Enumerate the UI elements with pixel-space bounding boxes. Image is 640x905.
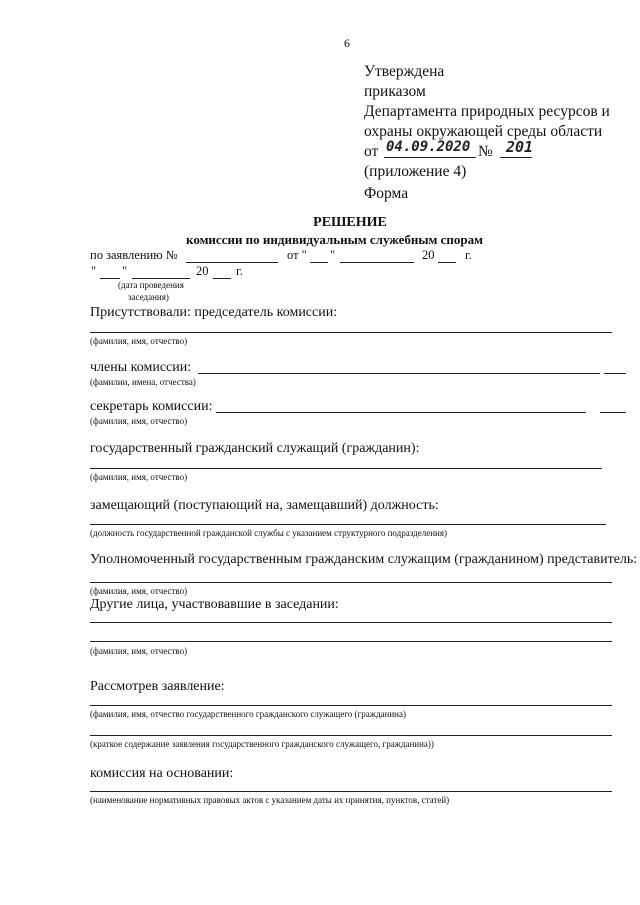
application-month-line[interactable] <box>340 262 414 263</box>
meeting-year-suffix: г. <box>236 264 243 278</box>
reviewed-line-1[interactable] <box>90 705 612 706</box>
approval-number-handwritten: 201 <box>506 138 534 156</box>
others-line-2[interactable] <box>90 641 612 642</box>
reviewed-line-2[interactable] <box>90 735 612 736</box>
meeting-year-line[interactable] <box>213 278 231 279</box>
approval-line-1: Утверждена <box>364 63 445 80</box>
representative-caption: (фамилия, имя, отчество) <box>90 586 188 596</box>
approval-number-label: № <box>478 143 493 160</box>
meeting-date-caption-2: заседания) <box>128 292 169 302</box>
approval-date-handwritten: 04.09.2020 <box>386 139 471 155</box>
secretary-line-extra[interactable] <box>600 412 626 413</box>
approval-number-underline <box>500 157 532 158</box>
meeting-date-caption-1: (дата проведения <box>118 280 184 290</box>
approval-appendix: (приложение 4) <box>364 163 467 180</box>
reviewed-label: Рассмотрев заявление: <box>90 679 225 694</box>
members-line[interactable] <box>198 373 600 374</box>
members-caption: (фамилии, имена, отчества) <box>90 377 196 387</box>
position-line[interactable] <box>90 524 606 525</box>
application-year-line[interactable] <box>438 262 456 263</box>
members-label: члены комиссии: <box>90 360 192 375</box>
secretary-caption: (фамилия, имя, отчество) <box>90 416 188 426</box>
position-caption: (должность государственной гражданской службы с указанием структурного подразделения) <box>90 528 447 538</box>
approval-line-3: Департамента природных ресурсов и <box>364 103 610 120</box>
meeting-year-prefix: 20 <box>196 264 209 278</box>
approval-from-label: от <box>364 143 379 160</box>
basis-caption: (наименование нормативных правовых актов с указанием даты их принятия, пунктов, статей) <box>90 795 450 805</box>
position-label: замещающий (поступающий на, замещавший) должность: <box>90 498 439 513</box>
secretary-label: секретарь комиссии: <box>90 399 213 414</box>
representative-label: Уполномоченный государственным гражданским служащим (гражданином) представитель: <box>90 552 638 567</box>
application-label: по заявлению № <box>90 248 178 262</box>
approval-date-underline <box>384 157 476 158</box>
present-line[interactable] <box>90 332 612 333</box>
application-quote-close: " <box>330 248 336 262</box>
approval-block <box>364 62 610 142</box>
approval-line-2: приказом <box>364 83 426 100</box>
others-label: Другие лица, участвовавшие в заседании: <box>90 597 339 612</box>
meeting-day-line[interactable] <box>100 278 120 279</box>
present-caption: (фамилия, имя, отчество) <box>90 336 188 346</box>
form-label: Форма <box>364 185 409 202</box>
others-line-1[interactable] <box>90 622 612 623</box>
meeting-close-quote: " <box>122 264 128 278</box>
basis-label: комиссия на основании: <box>90 766 234 781</box>
approval-line-4: охраны окружающей среды области <box>364 123 603 140</box>
representative-line[interactable] <box>90 582 612 583</box>
application-year-prefix: 20 <box>422 248 435 262</box>
others-caption: (фамилия, имя, отчество) <box>90 646 188 656</box>
page-number: 6 <box>344 36 350 50</box>
present-label: Присутствовали: председатель комиссии: <box>90 305 338 320</box>
secretary-line[interactable] <box>216 412 586 413</box>
servant-label: государственный гражданский служащий (гражданин): <box>90 441 420 456</box>
meeting-month-line[interactable] <box>132 278 190 279</box>
servant-caption: (фамилия, имя, отчество) <box>90 472 188 482</box>
basis-line[interactable] <box>90 791 612 792</box>
meeting-open-quote: " <box>91 264 97 278</box>
application-number-line[interactable] <box>186 262 278 263</box>
reviewed-caption-1: (фамилия, имя, отчество государственного гражданского служащего (гражданина) <box>90 709 406 719</box>
servant-line[interactable] <box>90 468 602 469</box>
application-from-label: от " <box>287 248 307 262</box>
approval-date-line <box>364 142 378 162</box>
reviewed-caption-2: (краткое содержание заявления государственного гражданского служащего, гражданина)) <box>90 739 434 749</box>
members-line-extra[interactable] <box>604 373 626 374</box>
page-title: РЕШЕНИЕ <box>313 215 387 230</box>
application-day-line[interactable] <box>310 262 328 263</box>
page-subtitle: комиссии по индивидуальным служебным спорам <box>186 232 483 247</box>
application-year-suffix: г. <box>465 248 472 262</box>
